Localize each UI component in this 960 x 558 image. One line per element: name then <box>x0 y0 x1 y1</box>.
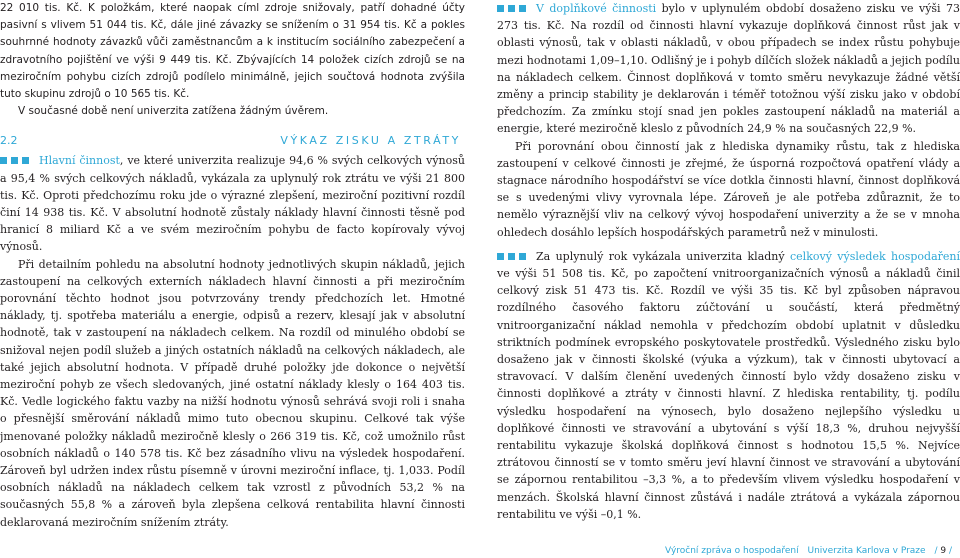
paragraph-no-loan: V současné době není univerzita zatížena žádným úvěrem. <box>18 105 329 118</box>
paragraph-supplementary-text: bylo v uplynulém období dosaženo zisku ve výši 73 273 tis. Kč. Na rozdíl od činnosti hlavní vykazuje doplňková činnost růst jak v oblasti výnosů, tak v oblasti nákladů, v obou případech se index růstu pohybuje mezi hodnotami 1,09–1,10. Odlišný je i pohyb dílčích složek nákladů a jejich podílu na nákladech celkem. Činnost doplňková v tomto směru nevykazuje žádné větší změny a princip stability je deklarován i téměř totožnou výší zisku jako v období předchozím. Za zmínku stojí snad jen pokles zastoupení nákladů na materiál a energie, které meziročně kleslo z původních 24,9 % na současných 22,9 %. <box>497 2 960 136</box>
footer-organization: Univerzita Karlova v Praze <box>807 546 926 556</box>
highlight-supplementary-activity: V doplňkové činnosti <box>536 2 657 15</box>
paragraph-marker-icon <box>0 152 33 169</box>
highlight-overall-result: celkový výsledek hospodaření <box>790 249 960 263</box>
paragraph-marker-icon <box>497 0 530 17</box>
paragraph-overall-text: ve výši 51 508 tis. Kč, po započtení vnitroorganizačních výnosů a nákladů činil celkový zisk 51 473 tis. Kč. Rozdíl ve výši 35 tis. Kč byl způsoben nápravou rozdílného časového faktoru zúčtování u součástí, která předmětný vnitroorganizační náklad nemohla v předchozím období uplatnit v důsledku striktních podmínek evropského poskytovatele prostředků. Výsledného zisku bylo dosaženo jak v činnosti školské (výuka a výzkum), tak v činnosti ubytovací a stravovací. V dalším členění uvedených činností bylo vždy dosaženo zisku v činnosti doplňkové a ztráty v činnosti hlavní. Z hlediska rentability, tj. podílu výsledku hospodaření na výnosech, bylo dosaženo nejlepšího výsledku u doplňkové činnosti ve stravování a ubytování s výší 18,3 %, druhou nejvyšší rentabilitu vykazuje školská doplňková činnost s hodnotou 15,5 %. Nejvíce ztrátovou činností se v tomto směru jeví hlavní činnost ve stravování a ubytování se zápornou rentabilitou –3,3 %, a to především vlivem výsledku hospodaření v menzách. Školská hlavní činnost zůstává i nadále ztrátová a vykázala zápornou rentabilitu ve výši –0,1 %. <box>497 267 960 521</box>
section-heading <box>0 132 465 149</box>
footer-report-title: Výroční zpráva o hospodaření <box>665 546 799 556</box>
highlight-main-activity: Hlavní činnost <box>39 154 120 168</box>
page-number: / 9 / <box>934 546 952 556</box>
paragraph-overall-pre: Za uplynulý rok vykázala univerzita kladný <box>536 249 790 263</box>
paragraph-overall-result <box>497 248 960 523</box>
paragraph-supplementary-activity <box>497 0 960 138</box>
section-number: 2.2 <box>0 134 18 148</box>
section-title: VÝKAZ ZISKU A ZTRÁTY <box>280 134 461 148</box>
paragraph-marker-icon <box>497 248 530 265</box>
paragraph-comparison: Při porovnání obou činností jak z hlediska dynamiky růstu, tak z hlediska zastoupení v celkové činnosti je zřejmé, že úsporná rozpočtová opatření vlády a stagnace národního hospodářství se více dotkla činnosti hlavní, činnost doplňková se s uvedenými vlivy vyrovnala lépe. Zároveň je ale potřeba zdůraznit, že to nemělo výraznější vliv na celkový vývoj hospodaření univerzity a že se v mnoha ohledech dosáhlo lepších hospodářských parametrů než v minulosti. <box>497 139 960 239</box>
paragraph-liabilities: 22 010 tis. Kč. K položkám, které naopak címl zdroje snižovaly, patří dohadné účty pasivní s vlivem 51 044 tis. Kč, dále jiné závazky se snížením o 31 954 tis. Kč a pokles souhrnné hodnoty závazků vůči zaměstnancům a k institucím sociálního zabezpečení a zdravotního pojištění ve výši 9 449 tis. Kč. Zbývajících 14 položek cizích zdrojů se na meziročním pohybu cizích zdrojů podílelo minimálně, jejich součtová hodnota zvýšila tuto skupinu zdrojů o 10 565 tis. Kč. <box>0 2 465 101</box>
right-column <box>497 0 960 523</box>
page-footer <box>665 546 952 556</box>
left-column <box>0 0 465 531</box>
paragraph-cost-detail: Při detailním pohledu na absolutní hodnoty jednotlivých skupin nákladů, jejich zastoupení na celkových externích nákladech hlavní činnosti a při meziročním porovnání těchto hodnot jsou potvrzovány trendy předchozích let. Hmotné náklady, tj. spotřeba materiálu a energie, odpisů a rezerv, klesají jak v absolutní hodnotě, tak v zastoupení na nákladech celkem. Na rozdíl od minulého období se snižoval nejen podíl služeb a jiných ostatních nákladů na celkových nákladech, ale také jejich absolutní hodnota. V případě druhé položky jde dokonce o největší meziroční pohyb ze všech sledovaných, jiné ostatní náklady klesly o 164 403 tis. Kč. Vedle logického faktu vazby na nižší hodnotu výnosů sehrává svoji roli i snaha o přesnější směrování nákladů mimo tuto obecnou skupinu. Celkové tak výše jmenované položky nákladů meziročně klesly o 266 319 tis. Kč, což umožnilo růst osobních nákladů o 140 578 tis. Kč bez zásadního vlivu na výsledek hospodaření. Zároveň byl udržen index růstu písemně v úrovni meziroční inflace, tj. 1,033. Podíl osobních nákladů na nákladech celkem tak vzrostl z původních 53,2 % na současných 55,8 % a zároveň byla zlepšena celková rentabilita hlavní činnosti deklarovaná meziročním snížením ztráty. <box>0 257 465 529</box>
paragraph-main-activity <box>0 152 465 255</box>
paragraph-main-activity-text: , ve které univerzita realizuje 94,6 % svých celkových výnosů a 95,4 % svých celkových nákladů, vykázala za uplynulý rok ztrátu ve výši 21 800 tis. Kč. Oproti předchozímu roku jde o výrazné zlepšení, meziroční pozitivní rozdíl činí 14 938 tis. Kč. V absolutní hodnotě zůstaly náklady hlavní činnosti těsně pod hranicí 8 miliard Kč a ve svém meziročním pohybu de facto kopírovaly vývoj výnosů. <box>0 154 465 254</box>
